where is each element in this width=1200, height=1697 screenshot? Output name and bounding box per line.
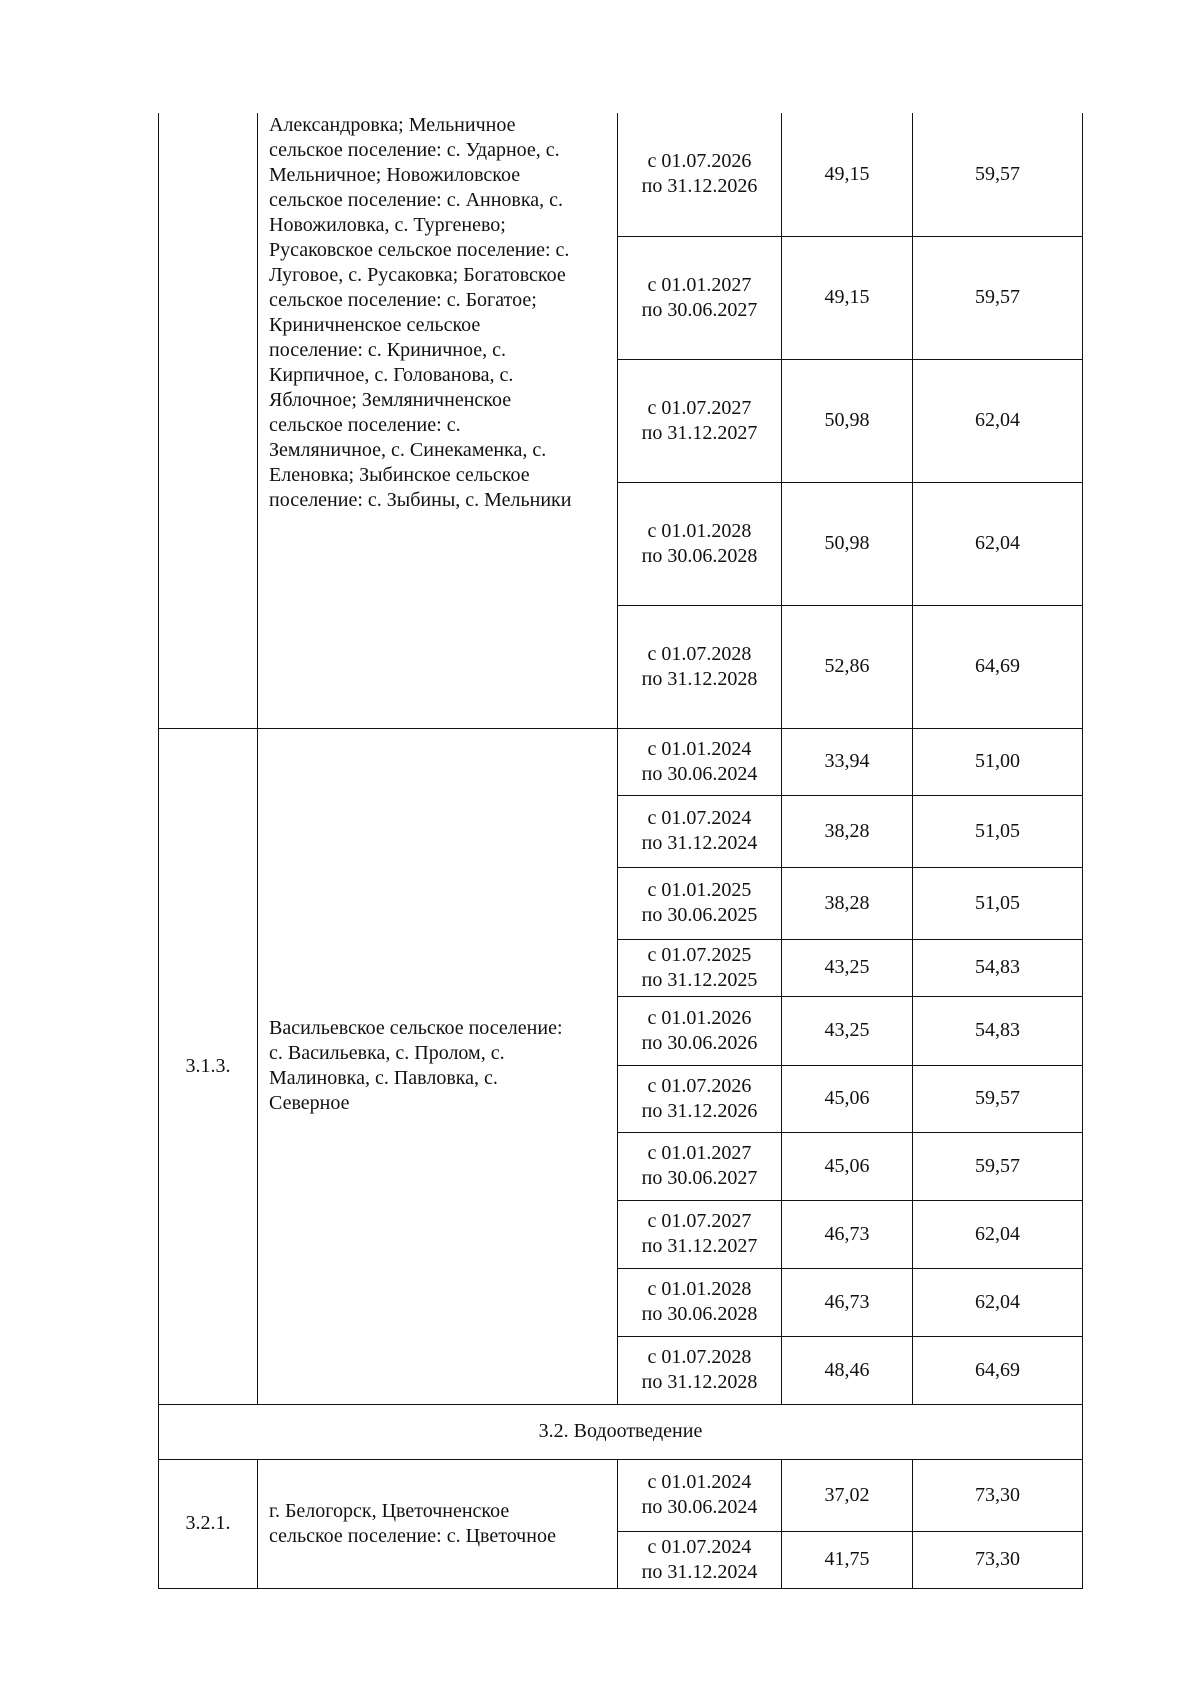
period-cell xyxy=(618,728,782,795)
period-to: по 30.06.2024 xyxy=(641,762,758,785)
value-1-cell: 43,25 xyxy=(782,939,913,996)
period-to: по 31.12.2024 xyxy=(641,1560,758,1583)
place-cell xyxy=(258,1459,618,1588)
period-from: с 01.07.2027 xyxy=(647,396,752,419)
place-text: Васильевское сельское поселение: с. Васильевка, с. Пролом, с. Малиновка, с. Павловка, с. Северное xyxy=(269,1017,563,1114)
value-1-cell: 50,98 xyxy=(782,359,913,482)
period-cell xyxy=(618,996,782,1065)
value-1-cell: 33,94 xyxy=(782,728,913,795)
period-from: с 01.01.2026 xyxy=(647,1006,752,1029)
period-to: по 30.06.2027 xyxy=(641,1167,758,1189)
period-to: по 31.12.2028 xyxy=(641,667,758,690)
value-1-cell: 46,73 xyxy=(782,1268,913,1336)
table-row xyxy=(159,113,1083,236)
period-from: с 01.07.2028 xyxy=(647,1346,752,1368)
period-to: по 31.12.2028 xyxy=(641,1371,758,1393)
period-from: с 01.01.2028 xyxy=(647,519,752,542)
value-2-cell: 59,57 xyxy=(913,1065,1083,1132)
row-number-cell: 3.1.3. xyxy=(159,728,258,1404)
value-1-cell: 38,28 xyxy=(782,867,913,939)
value-1-cell: 45,06 xyxy=(782,1065,913,1132)
period-from: с 01.07.2026 xyxy=(647,1074,752,1097)
value-1-cell: 48,46 xyxy=(782,1336,913,1404)
period-to: по 31.12.2026 xyxy=(641,175,758,198)
period-from: с 01.01.2027 xyxy=(647,273,752,296)
value-1-cell: 38,28 xyxy=(782,795,913,867)
period-cell xyxy=(618,1459,782,1531)
period-to: по 31.12.2024 xyxy=(641,832,758,854)
period-cell xyxy=(618,795,782,867)
period-from: с 01.07.2024 xyxy=(647,1535,752,1558)
value-2-cell: 62,04 xyxy=(913,1268,1083,1336)
period-to: по 30.06.2028 xyxy=(641,544,758,567)
value-1-cell: 50,98 xyxy=(782,482,913,605)
value-2-cell: 59,57 xyxy=(913,1132,1083,1200)
period-cell xyxy=(618,1065,782,1132)
place-text: Александровка; Мельничное сельское поселение: с. Ударное, с. Мельничное; Новожиловское сельское поселение: с. Анновка, с. Новожиловка, с. Тургенево; Русаковское сельское поселение: с. Луговое, с. Русаковка; Богатовское сельское поселение: с. Богатое; Криничненское сельское поселение: с. Криничное, с. Кирпичное, с. Голованова, с. Яблочное; Земляничненское сельское поселение: с. Земляничное, с. Синекаменка, с. Еленовка; Зыбинское сельское поселение: с. Зыбины, с. Мельники xyxy=(269,114,572,511)
period-to: по 30.06.2027 xyxy=(641,298,758,321)
value-1-cell: 41,75 xyxy=(782,1531,913,1588)
period-from: с 01.01.2027 xyxy=(647,1142,752,1164)
period-from: с 01.07.2027 xyxy=(647,1210,752,1232)
section-row xyxy=(159,1404,1083,1459)
period-cell xyxy=(618,359,782,482)
value-2-cell: 54,83 xyxy=(913,939,1083,996)
period-cell xyxy=(618,482,782,605)
value-2-cell: 73,30 xyxy=(913,1459,1083,1531)
value-1-cell: 46,73 xyxy=(782,1200,913,1268)
value-2-cell: 54,83 xyxy=(913,996,1083,1065)
section-heading: 3.2. Водоотведение xyxy=(159,1404,1083,1459)
table-row xyxy=(159,1459,1083,1531)
value-2-cell: 51,00 xyxy=(913,728,1083,795)
period-to: по 31.12.2026 xyxy=(641,1099,758,1122)
period-cell xyxy=(618,1268,782,1336)
period-to: по 31.12.2027 xyxy=(641,421,758,444)
value-1-cell: 49,15 xyxy=(782,236,913,359)
value-1-cell: 49,15 xyxy=(782,113,913,236)
value-1-cell: 52,86 xyxy=(782,605,913,728)
period-to: по 30.06.2024 xyxy=(641,1496,758,1518)
tariff-table xyxy=(158,113,1083,1589)
value-2-cell: 59,57 xyxy=(913,236,1083,359)
period-cell xyxy=(618,867,782,939)
place-text: г. Белогорск, Цветочненское сельское поселение: с. Цветочное xyxy=(269,1499,557,1547)
place-cell xyxy=(258,113,618,728)
period-to: по 30.06.2028 xyxy=(641,1303,758,1325)
value-2-cell: 62,04 xyxy=(913,1200,1083,1268)
period-from: с 01.01.2024 xyxy=(647,737,752,760)
period-to: по 30.06.2026 xyxy=(641,1031,758,1054)
period-from: с 01.01.2024 xyxy=(647,1471,752,1493)
period-to: по 30.06.2025 xyxy=(641,904,758,926)
period-cell xyxy=(618,1336,782,1404)
value-2-cell: 51,05 xyxy=(913,867,1083,939)
period-cell xyxy=(618,236,782,359)
row-number-cell xyxy=(159,113,258,728)
value-2-cell: 51,05 xyxy=(913,795,1083,867)
value-1-cell: 37,02 xyxy=(782,1459,913,1531)
period-cell xyxy=(618,1200,782,1268)
period-from: с 01.07.2026 xyxy=(647,150,752,173)
table-row xyxy=(159,728,1083,795)
value-2-cell: 62,04 xyxy=(913,482,1083,605)
value-1-cell: 43,25 xyxy=(782,996,913,1065)
period-from: с 01.07.2024 xyxy=(647,807,752,829)
value-1-cell: 45,06 xyxy=(782,1132,913,1200)
period-cell xyxy=(618,939,782,996)
place-cell xyxy=(258,728,618,1404)
period-to: по 31.12.2025 xyxy=(641,968,758,991)
row-number-cell: 3.2.1. xyxy=(159,1459,258,1588)
value-2-cell: 64,69 xyxy=(913,1336,1083,1404)
value-2-cell: 64,69 xyxy=(913,605,1083,728)
period-to: по 31.12.2027 xyxy=(641,1235,758,1257)
value-2-cell: 62,04 xyxy=(913,359,1083,482)
period-from: с 01.07.2028 xyxy=(647,642,752,665)
value-2-cell: 73,30 xyxy=(913,1531,1083,1588)
period-from: с 01.01.2028 xyxy=(647,1278,752,1300)
period-from: с 01.07.2025 xyxy=(647,943,752,966)
period-cell xyxy=(618,1132,782,1200)
period-from: с 01.01.2025 xyxy=(647,879,752,901)
value-2-cell: 59,57 xyxy=(913,113,1083,236)
period-cell xyxy=(618,113,782,236)
period-cell xyxy=(618,1531,782,1588)
period-cell xyxy=(618,605,782,728)
